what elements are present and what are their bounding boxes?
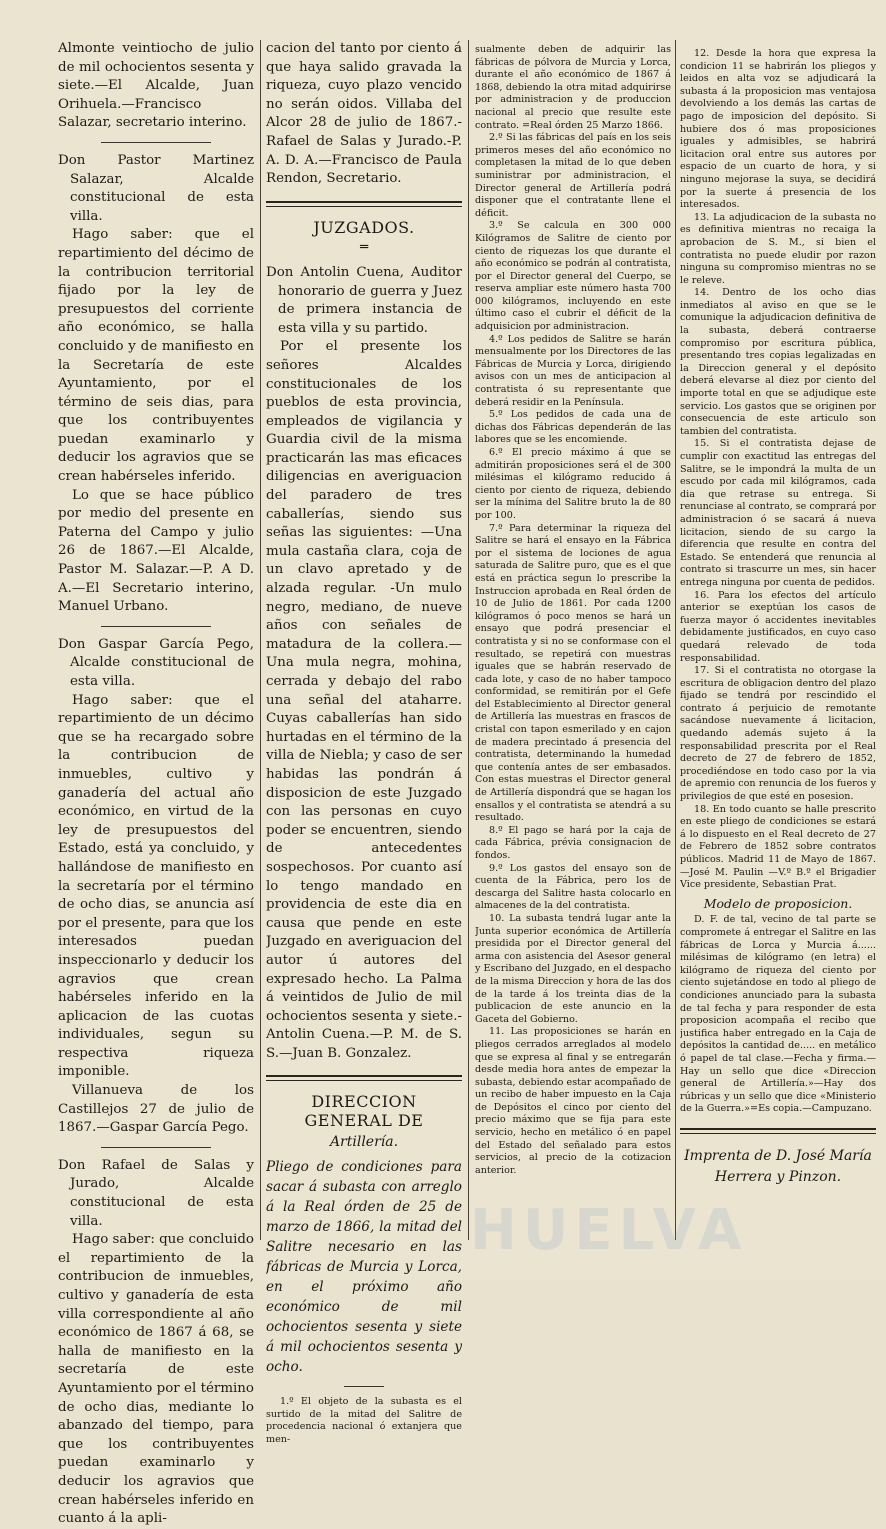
modelo-text: D. F. de tal, vecino de tal parte se compromete á entregar el Salitre en las fábricas de Lorca y Murcia á...... milésimas de kilógramo (en letra) el kilógramo de riqueza del ciento por ciento sujetándose en todo al pliego de condiciones anunciado para la subasta de tal fecha y para responder de esta proposicion acompaña el recibo que justifica haber entregado en la Caja de depósitos la cantidad de..... en metálico ó papel de tal clase.—Fecha y firma.—Hay un sello que dice «Direccion general de Artillería.»—Hay dos rúbricas y un sello que dice «Ministerio de la Guerra.»=Es copia.—Campuzano.: [680, 914, 876, 1115]
notice-body: Hago saber: que el repartimiento del décimo de la contribucion territorial fijado por la ley de presupuestos del corriente año económico, se halla concluido y de manifiesto en la Secretaría de este Ayuntamiento, por el término de seis dias, para que los contribuyentes puedan examinarlo y deducir los agravios que se crean habérseles inferido.: [58, 227, 254, 485]
condition-12: 12. Desde la hora que expresa la condicion 11 se habrirán los pliegos y leidos en alta voz se adjudicará la subasta á la proposicion mas ventajosa devolviendo a los demás las cartas de pago de imposicion del depósito. Si hubiere dos ó mas proposiciones iguales y admisibles, se habrirá licitacion oral entre sus autores por espacio de un cuarto de hora, y si ninguno mejorase la suya, se decidirá por la suerte á presencia de los interesados.: [680, 48, 876, 211]
condition-10: 10. La subasta tendrá lugar ante la Junta superior económica de Artillería presidida por el Director general del arma con asistencia del Asesor general y Escribano del Juzgado, en el despacho de la misma Direccion y hora de las dos de la tarde á los treinta dias de la publicacion de este anuncio en la Gaceta del Gobierno.: [475, 912, 671, 1025]
section-subtitle: Artillería.: [329, 1133, 399, 1150]
condition-8: 8.º El pago se hará por la caja de cada Fábrica, prévia consignacion de fondos.: [475, 824, 671, 861]
pliego-title: Pliego de condiciones para sacar á subasta con arreglo á la Real órden de 25 de marzo de 1866, la mitad del Salitre necesario en las fábricas de Murcia y Lorca, en el próximo año económico de mil ochocientos sesenta y siete á mil ochocientos sesenta y ocho.: [266, 1159, 462, 1376]
column-divider: [468, 40, 469, 1240]
column-4: [680, 48, 876, 1188]
condition-6: 6.º El precio máximo á que se admitirán proposiciones será el de 300 milésimas el kilógramo reducido á ciento por ciento de riqueza, debiendo ser la mínima del Salitre bruto la de 80 por 100.: [475, 447, 671, 521]
condition-11: 11. Las proposiciones se harán en pliegos cerrados arreglados al modelo que se expresa al final y se entregarán desde media hora antes de empezar la subasta, debiendo estar acompañado de un recibo de haber impuesto en la Caja de Depósitos el cinco por ciento del precio máximo que se fija para este servicio, hecho en metálico ó en papel del Estado del señalado para estos servicios, al precio de la cotizacion anterior.: [475, 1026, 671, 1176]
modelo-title: Modelo de proposicion.: [703, 895, 853, 911]
notice-body: Villanueva de los Castillejos 27 de julio de 1867.—Gaspar García Pego.: [58, 1083, 254, 1136]
notice-body: Por el presente los señores Alcaldes constitucionales de los pueblos de esta provincia, empleados de vigilancia y Guardia civil de la misma practicarán las mas eficaces diligencias en averiguacion del paradero de tres caballerías, siendo sus señas las siguientes: —Una mula castaña clara, coja de un clavo apretado y de alzada regular. -Un mulo negro, mediano, de nueve años con señales de matadura de la collera.—Una mula negra, mohina, cerrada y debajo del rabo una señal del ataharre. Cuyas caballerías han sido hurtadas en el término de la villa de Niebla; y caso de ser habidas las pondrán á disposicion de este Juzgado con las personas en cuyo poder se encuentren, siendo de antecedentes sospechosos. Por cuanto así lo tengo mandado en providencia de este dia en causa que pende en este Juzgado en averiguacion del autor ú autores del expresado hecho. La Palma á veintidos de Julio de mil ochocientos sesenta y siete.-Antolin Cuena.—P. M. de S. S.—Juan B. Gonzalez.: [266, 339, 462, 1061]
notice-heading: Don Gaspar García Pego, Alcalde constitucional de esta villa.: [58, 636, 254, 689]
condition-7: 7.º Para determinar la riqueza del Salitre se hará el ensayo en la Fábrica por el sistema de lociones de agua saturada de Salitre puro, que es el que está en práctica segun lo prescribe la Instruccion aprobada en Real órden de 10 de Julio de 1861. Por cada 1200 kilógramos ó poco menos se hará un ensayo que podrá presenciar el contratista y si no se conformase con el resultado, se repetirá con muestras iguales que se habrán reservado de cada lote, y caso de no haber tampoco conformidad, se remitirán por el Gefe del Establecimiento al Director general de Artillería las muestras en frascos de cristal con tapon esmerilado y en cajon de madera precintado á presencia del contratista, determinando la humedad que contenía antes de ser embasados. Con estas muestras el Director general de Artillería dispondrá que se hagan los ensallos y el contratista se atendrá a su resultado.: [475, 522, 671, 824]
watermark-logo: HUELVA: [470, 1198, 748, 1263]
continued-notice: Almonte veintiocho de julio de mil ochocientos sesenta y siete.—El Alcalde, Juan Orihuela.—Francisco Salazar, secretario interino.: [58, 41, 254, 131]
column-2: [266, 40, 462, 1447]
condition-13: 13. La adjudicacion de la subasta no es definitiva mientras no recaiga la aprobacion de S. M., si bien el contratista no puede eludir por razon ninguna su compromiso mientras no se le releve.: [680, 211, 876, 286]
condition-4: 4.º Los pedidos de Salitre se harán mensualmente por los Directores de las Fábricas de Murcia y Lorca, dirigiendo avisos con un mes de anticipacion al contratista ó su representante que deberá residir en la Península.: [475, 333, 671, 408]
condition-3: 3.º Se calcula en 300 000 Kilógramos de Salitre de ciento por ciento de riquezas los que durante el año económico se podrán al contratista, por el Director general del Cuerpo, se reserva ampliar este número hasta 700 000 kilógramos, incluyendo en este último caso el cubrir el déficit de la adquisicion por administracion.: [475, 220, 671, 333]
notice-heading: Don Antolin Cuena, Auditor honorario de guerra y Juez de primera instancia de esta villa y su partido.: [266, 264, 462, 336]
printer-line: Herrera y Pinzon.: [714, 1168, 842, 1185]
notice-heading: Don Rafael de Salas y Jurado, Alcalde constitucional de esta villa.: [58, 1157, 254, 1229]
column-divider: [260, 40, 261, 1240]
condition-14: 14. Dentro de los ocho dias inmediatos al aviso en que se le comunique la adjudicacion definitiva de la subasta, deberá contraerse compromiso por escritura pública, presentando tres copias legalizadas en la Direccion general y el depósito deberá elevarse al diez por ciento del importe total en que se adjudique este servicio. Los gastos que se originen por consecuencia de este articulo son tambien del contratista.: [680, 287, 876, 437]
section-title-juzgados: JUZGADOS.: [313, 217, 415, 237]
condition-17: 17. Si el contratista no otorgase la escritura de obligacion dentro del plazo fijado se tendrá por rescindido el contrato á perjuicio de remotante sacándose nuevamente á licitacion, quedando además sujeto á la responsabilidad prescrita por el Real decreto de 27 de febrero de 1852, procediéndose en todo caso por la via de apremio con renuncia de los fueros y privilegios de que esté en posesion.: [680, 665, 876, 803]
column-3: [475, 44, 671, 1177]
notice-heading: Don Pastor Martinez Salazar, Alcalde constitucional de esta villa.: [58, 152, 254, 224]
condition-1: 1.º El objeto de la subasta es el surtido de la mitad del Salitre de procedencia nacional ó extanjera que men-: [266, 1396, 462, 1446]
continued-notice: cacion del tanto por ciento á que haya salido gravada la riqueza, cuyo plazo vencido no serán oidos. Villaba del Alcor 28 de julio de 1867.-Rafael de Salas y Jurado.-P. A. D. A.—Francisco de Paula Rendon, Secretario.: [266, 41, 462, 187]
printer-line: Imprenta de D. José María: [684, 1147, 872, 1164]
section-title-direccion: DIRECCION GENERAL DE: [304, 1092, 424, 1131]
condition-text: sualmente deben de adquirir las fábricas de pólvora de Murcia y Lorca, durante el año económico de 1867 á 1868, debiendo la otra mitad adquirirse por administracion y de produccion nacional al precio que resulte este contrato. =Real órden 25 Marzo 1866.: [475, 44, 671, 131]
notice-body: Hago saber: que el repartimiento de un décimo que se ha recargado sobre la contribucion de inmuebles, cultivo y ganadería del actual año económico, en virtud de la ley de presupuestos del Estado, está ya concluido, y hallándose de manifiesto en la secretaría por el término de ocho dias, se anuncia así por el presente, para que los interesados puedan inspeccionarlo y deducir los agravios que crean habérseles inferido en la aplicacion de las cuotas individuales, segun su respectiva riqueza imponible.: [58, 692, 254, 1080]
condition-9: 9.º Los gastos del ensayo son de cuenta de la Fábrica, pero los de descarga del Salitre hasta colocarlo en almacenes de la del contratista.: [475, 862, 671, 912]
condition-2: 2.º Si las fábricas del país en los seis primeros meses del año económico no completasen la mitad de lo que deben suministrar por administracion, el Director general de Artillería podrá disponer que el contratante llene el déficit.: [475, 132, 671, 219]
separator: [101, 142, 211, 143]
ornament: ═: [359, 240, 369, 256]
section-rule: [266, 201, 462, 207]
condition-16: 16. Para los efectos del artículo anterior se exeptúan los casos de fuerza mayor ó accidentes inevitables debidamente justificados, en cuyo caso quedará relevado de toda responsabilidad.: [680, 589, 876, 664]
column-1: [58, 40, 254, 1529]
condition-15: 15. Si el contratista dejase de cumplir con exactitud las entregas del Salitre, se le impondrá la multa de un escudo por cada mil kilógramos, cada dia que retrase su entrega. Si renunciase al contrato, se comprará por administracion ó se sacará á nueva licitacion, siendo de su cargo la diferencia que resulte en contra del Estado. Se entenderá que renuncia al contrato si trascurre un mes, sin hacer entrega ninguna por cuenta de pedidos.: [680, 438, 876, 588]
column-divider: [675, 40, 676, 1240]
section-rule: [266, 1075, 462, 1081]
separator: [344, 1386, 384, 1387]
condition-5: 5.º Los pedidos de cada una de dichas dos Fábricas dependerán de las labores que se les encomiende.: [475, 409, 671, 446]
separator: [101, 626, 211, 627]
notice-body: Hago saber: que concluido el repartimiento de la contribucion de inmuebles, cultivo y ganadería de esta villa correspondiente al año económico de 1867 á 68, se halla de manifiesto en la secretaría de este Ayuntamiento por el término de ocho dias, mediante lo abanzado del tiempo, para que los contribuyentes puedan examinarlo y deducir los agravios que crean habérseles inferido en cuanto á la apli-: [58, 1232, 254, 1527]
section-rule: [680, 1128, 876, 1134]
condition-18: 18. En todo cuanto se halle prescrito en este pliego de condiciones se estará á lo dispuesto en el Real decreto de 27 de Febrero de 1852 sobre contratos públicos. Madrid 11 de Mayo de 1867.—José M. Paulin —V.º B.º el Brigadier Vice presidente, Sebastian Prat.: [680, 803, 876, 891]
notice-body: Lo que se hace público por medio del presente en Paterna del Campo y julio 26 de 1867.—El Alcalde, Pastor M. Salazar.—P. A D. A.—El Secretario interino, Manuel Urbano.: [58, 487, 254, 615]
separator: [101, 1147, 211, 1148]
